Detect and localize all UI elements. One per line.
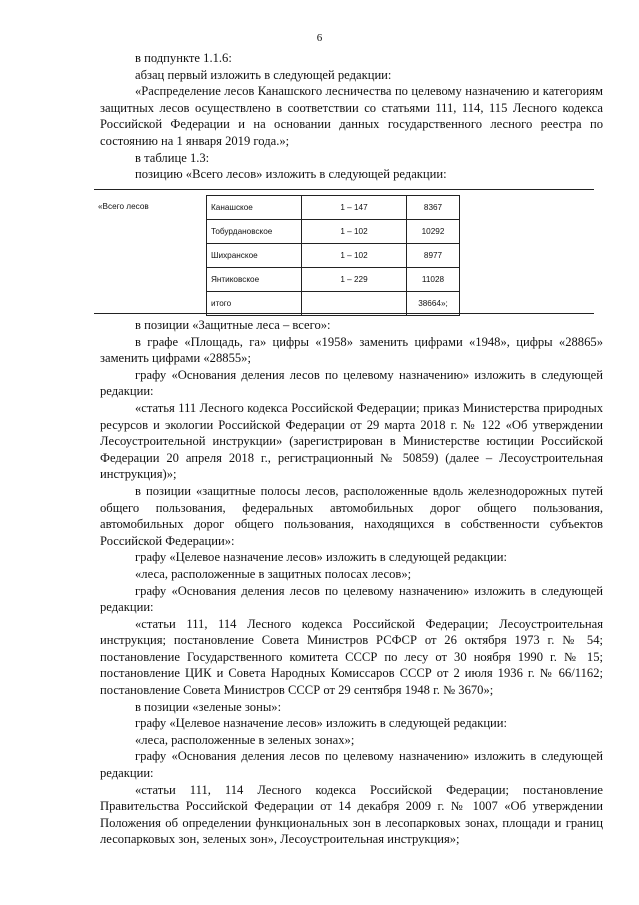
cell-forestry: итого — [207, 292, 302, 316]
paragraph: «статьи 111, 114 Лесного кодекса Российской Федерации; Лесоустроительная инструкция; постановление Совета Министров РСФСР от 26 октября 1973 г. № 54; постановление Государственного комитета СССР по лесу от 30 ноября 1990 г. № 15; постановление ЦИК и Совета Народных Комиссаров СССР от 2 июля 1936 г. № 66/1162; постановление Совета Министров СССР от 29 сентября 1948 г. № 3670»; — [100, 616, 603, 698]
paragraph: в подпункте 1.1.6: — [135, 51, 232, 65]
cell-forestry: Канашское — [207, 196, 302, 220]
intro-block — [100, 50, 603, 183]
body-block — [100, 317, 603, 848]
table-row — [94, 196, 586, 220]
cell-area: 8977 — [407, 244, 460, 268]
paragraph: в позиции «защитные полосы лесов, расположенные вдоль железнодорожных путей общего пользования, федеральных автомобильных дорог общего пользования, автомобильных дорог общего пользования, находящихся в собственности субъектов Российской Федерации»: — [100, 483, 603, 548]
cell-quarters: 1 – 147 — [302, 196, 407, 220]
cell-area: 38664»; — [407, 292, 460, 316]
cell-area: 11028 — [407, 268, 460, 292]
paragraph: в графе «Площадь, га» цифры «1958» заменить цифрами «1948», цифры «28865» заменить цифрами «28855»; — [100, 334, 603, 366]
table-bottom-rule — [94, 313, 594, 314]
paragraph: графу «Целевое назначение лесов» изложить в следующей редакции: — [135, 716, 508, 731]
cell-empty — [460, 196, 587, 316]
forest-table — [94, 195, 586, 316]
paragraph: «леса, расположенные в защитных полосах лесов»; — [135, 566, 412, 581]
paragraph: в позиции «зеленые зоны»: — [135, 699, 282, 714]
cell-quarters: 1 – 102 — [302, 220, 407, 244]
paragraph: позицию «Всего лесов» изложить в следующей редакции: — [135, 167, 447, 182]
paragraph: графу «Основания деления лесов по целевому назначению» изложить в следующей редакции: — [100, 367, 603, 399]
table-top-rule — [94, 189, 594, 190]
cell-forestry: Шихранское — [207, 244, 302, 268]
paragraph: в таблице 1.3: — [135, 150, 210, 165]
paragraph: «статья 111 Лесного кодекса Российской Федерации; приказ Министерства природных ресурсов и экологии Российской Федерации от 29 марта 2018 г. № 122 «Об утверждении Лесоустроительной инструкции» (зарегистрирован в Министерстве юстиции Российской Федерации 20 апреля 2018 г., регистрационный № 50859) (далее – Лесоустроительная инструкция)»; — [100, 400, 603, 482]
cell-forestry: Тобурдановское — [207, 220, 302, 244]
page-number: 6 — [316, 32, 323, 44]
row-label: «Всего лесов — [98, 201, 149, 211]
paragraph: абзац первый изложить в следующей редакции: — [135, 67, 392, 82]
paragraph: графу «Целевое назначение лесов» изложить в следующей редакции: — [135, 550, 508, 565]
paragraph: «статьи 111, 114 Лесного кодекса Российской Федерации; постановление Правительства Российской Федерации от 14 декабря 2009 г. № 1007 «Об утверждении Положения об определении функциональных зон в лесопарковых зонах, площади и границ лесопарковых зон, зеленых зон», Лесоустроительная инструкция»; — [100, 782, 603, 847]
paragraph: «Распределение лесов Канашского лесничества по целевому назначению и категориям защитных лесов осуществлено в соответствии со статьями 111, 114, 115 Лесного кодекса Российской Федерации и на основании данных государственного лесного реестра по состоянию на 1 января 2019 года.»; — [100, 84, 603, 148]
cell-area: 10292 — [407, 220, 460, 244]
cell-quarters: 1 – 229 — [302, 268, 407, 292]
paragraph: в позиции «Защитные леса – всего»: — [135, 318, 331, 332]
cell-quarters — [302, 292, 407, 316]
paragraph: графу «Основания деления лесов по целевому назначению» изложить в следующей редакции: — [100, 749, 603, 781]
paragraph: «леса, расположенные в зеленых зонах»; — [135, 732, 355, 747]
paragraph: графу «Основания деления лесов по целевому назначению» изложить в следующей редакции: — [100, 583, 603, 615]
cell-area: 8367 — [407, 196, 460, 220]
cell-quarters: 1 – 102 — [302, 244, 407, 268]
cell-forestry: Янтиковское — [207, 268, 302, 292]
